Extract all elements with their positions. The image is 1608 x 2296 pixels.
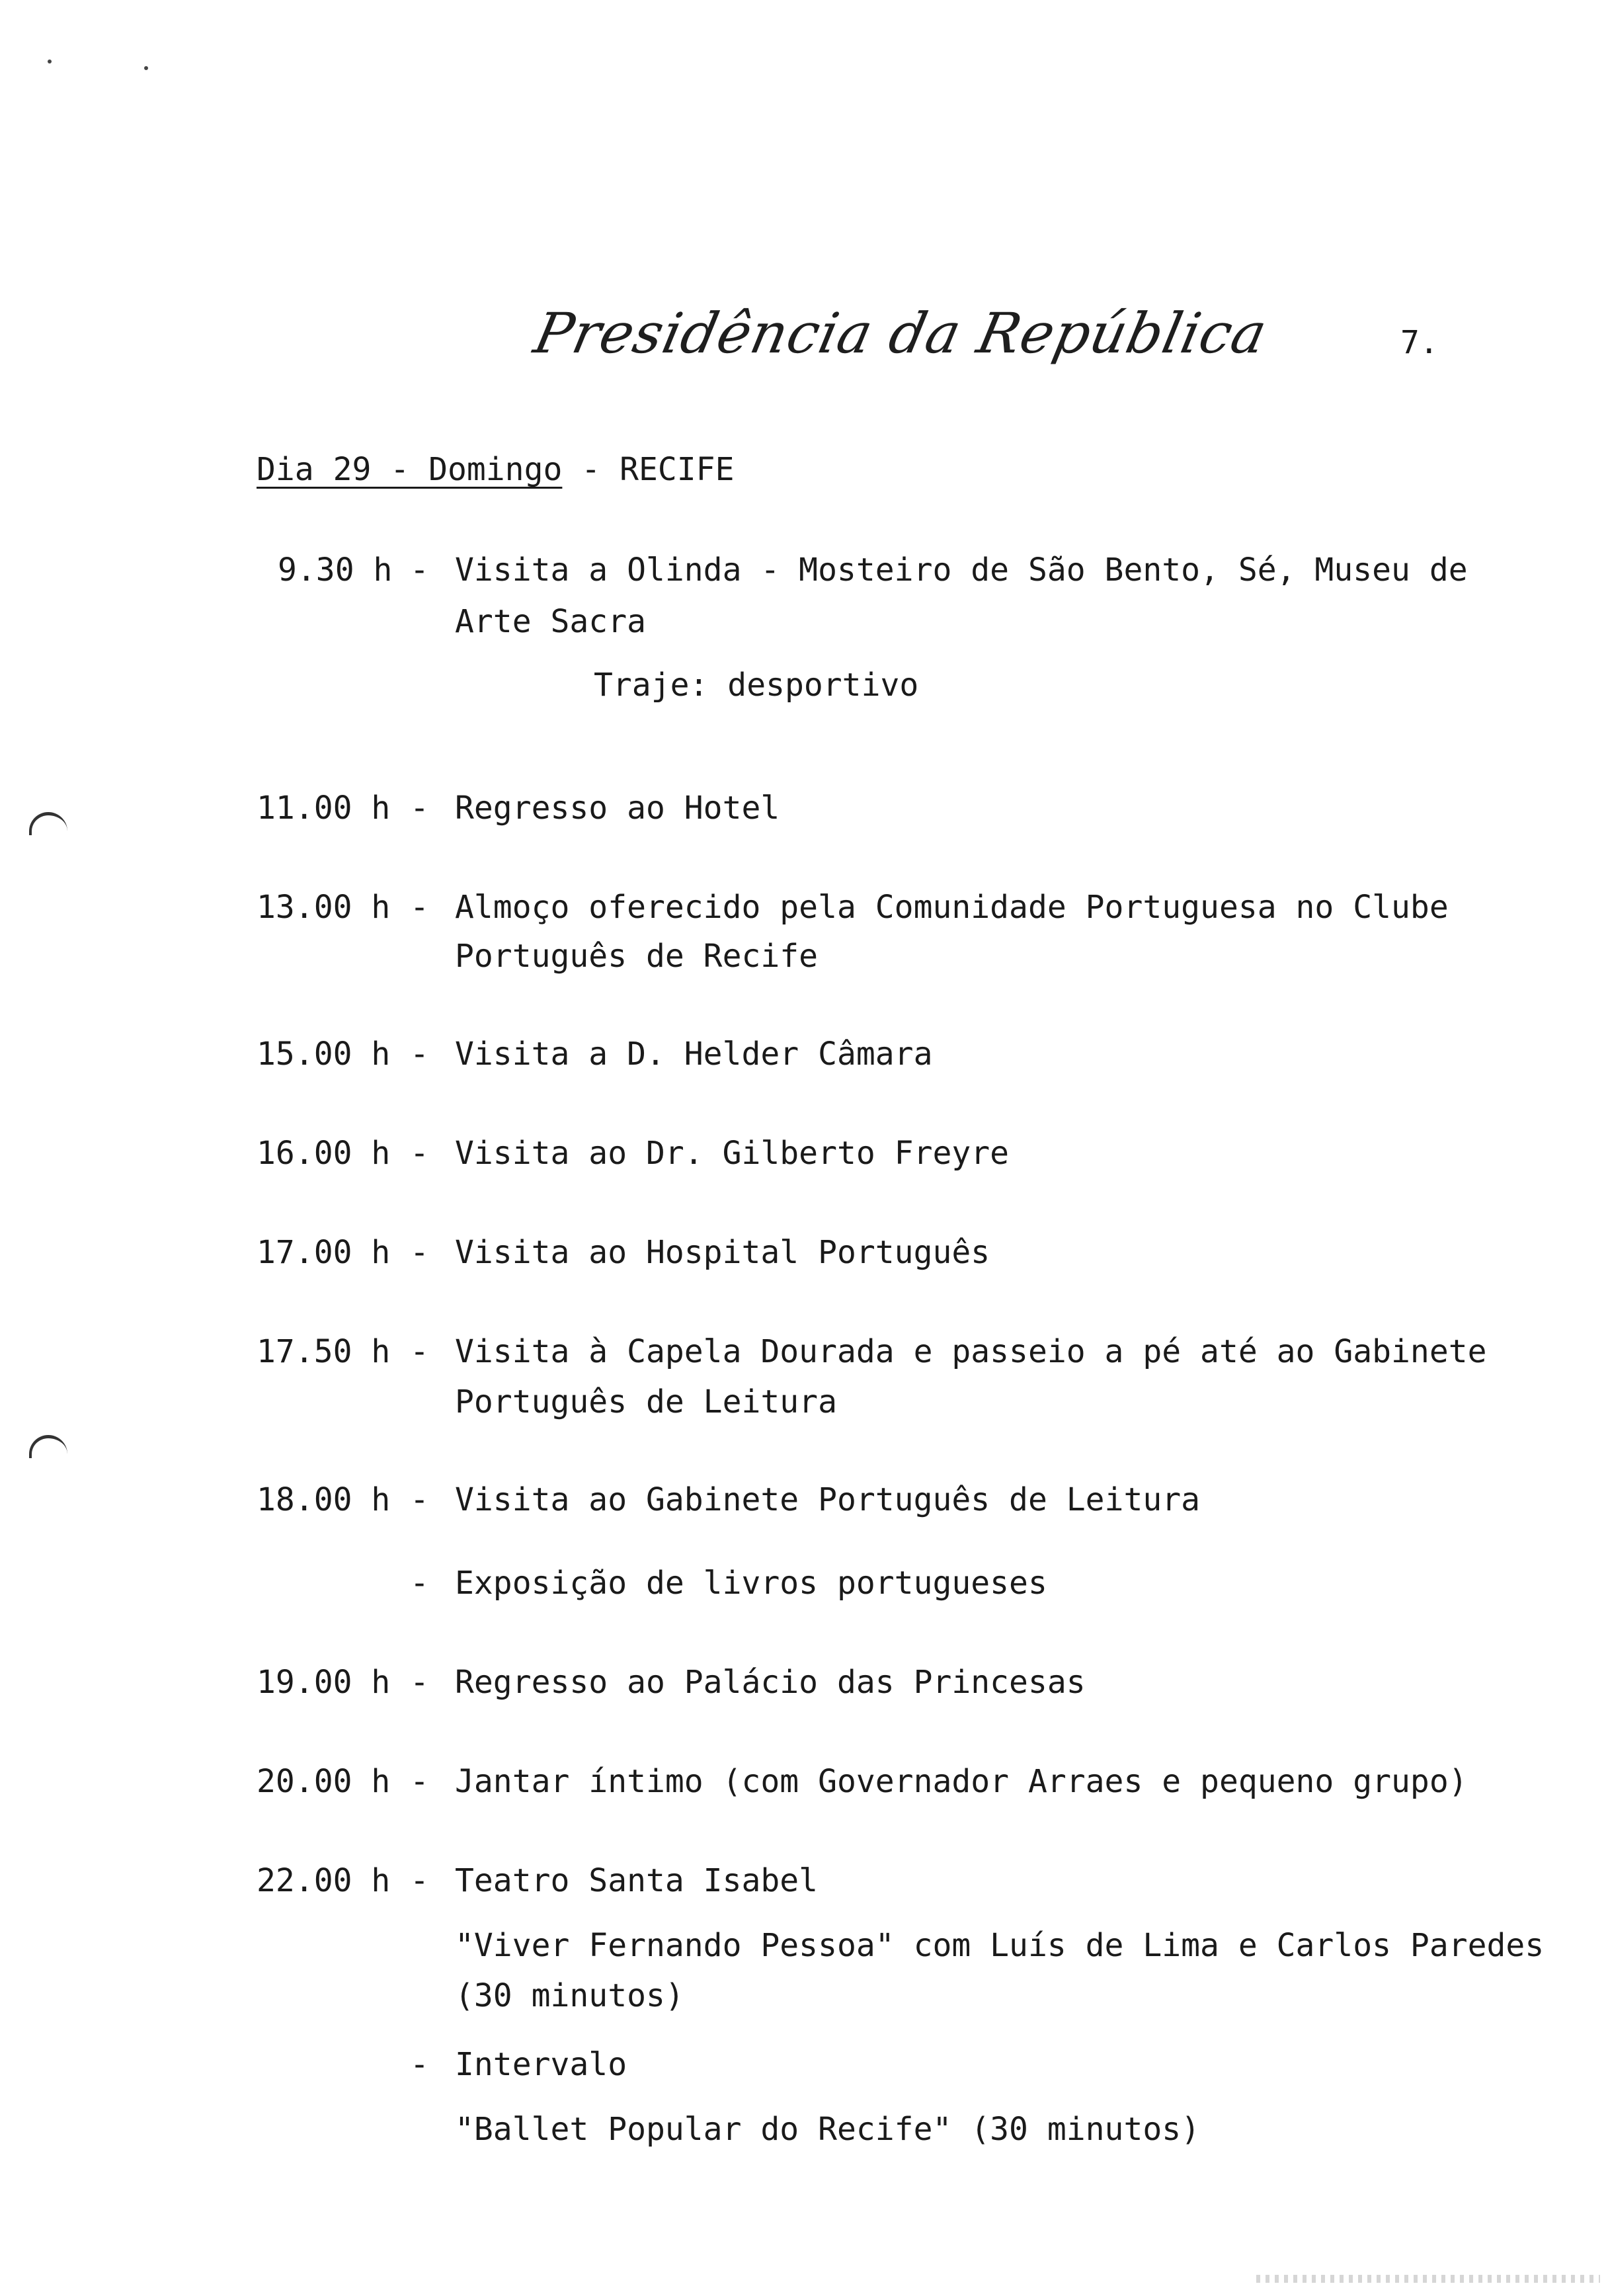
- dash: -: [410, 1135, 429, 1172]
- schedule-subitem-text: Exposição de livros portugueses: [455, 1565, 1047, 1602]
- dash: -: [410, 1036, 429, 1073]
- day-heading-date: Dia 29 - Domingo: [257, 451, 563, 488]
- dash: -: [410, 1481, 429, 1518]
- schedule-time: 20.00 h: [257, 1763, 391, 1800]
- dash: -: [410, 1333, 429, 1370]
- letterhead: Presidência da República: [528, 301, 1273, 366]
- page-number: 7.: [1400, 324, 1439, 361]
- day-heading-city: - RECIFE: [562, 451, 735, 488]
- schedule-text-continued: Português de Leitura: [455, 1383, 837, 1420]
- schedule-text: Regresso ao Hotel: [455, 790, 780, 827]
- schedule-time: 9.30 h: [278, 552, 393, 589]
- dash: -: [410, 1763, 429, 1800]
- schedule-time: 16.00 h: [257, 1135, 391, 1172]
- schedule-text-continued: Arte Sacra: [455, 603, 646, 640]
- performance-duration: (30 minutos): [455, 1977, 684, 2014]
- schedule-text: Visita ao Dr. Gilberto Freyre: [455, 1135, 1010, 1172]
- schedule-time: 15.00 h: [257, 1036, 391, 1073]
- schedule-text: Jantar íntimo (com Governador Arraes e pequeno grupo): [455, 1763, 1468, 1800]
- dash: -: [410, 790, 429, 827]
- schedule-text: Visita a Olinda - Mosteiro de São Bento, Sé, Museu de: [455, 552, 1468, 589]
- schedule-time: 18.00 h: [257, 1481, 391, 1518]
- dash: -: [410, 1234, 429, 1271]
- schedule-time: 11.00 h: [257, 790, 391, 827]
- schedule-time: 13.00 h: [257, 889, 391, 926]
- binding-mark: [29, 812, 67, 835]
- scan-speck: [48, 60, 52, 63]
- scan-smudge: [1256, 2275, 1600, 2283]
- schedule-time: 22.00 h: [257, 1862, 391, 1899]
- performance-title: "Ballet Popular do Recife" (30 minutos): [455, 2111, 1201, 2148]
- schedule-time: 17.50 h: [257, 1333, 391, 1370]
- dash: -: [410, 1664, 429, 1701]
- schedule-text: Visita ao Hospital Português: [455, 1234, 990, 1271]
- dash: -: [410, 1565, 429, 1602]
- schedule-time: 17.00 h: [257, 1234, 391, 1271]
- dash: -: [410, 889, 429, 926]
- schedule-subitem-text: Intervalo: [455, 2046, 627, 2083]
- dress-code-note: Traje: desportivo: [594, 667, 919, 704]
- dash: -: [410, 2046, 429, 2083]
- dash: -: [410, 552, 429, 589]
- schedule-text: Regresso ao Palácio das Princesas: [455, 1664, 1086, 1701]
- schedule-text: Visita à Capela Dourada e passeio a pé até ao Gabinete: [455, 1333, 1487, 1370]
- schedule-text: Teatro Santa Isabel: [455, 1862, 819, 1899]
- schedule-text-continued: Português de Recife: [455, 938, 819, 975]
- schedule-time: 19.00 h: [257, 1664, 391, 1701]
- schedule-text: Visita a D. Helder Câmara: [455, 1036, 933, 1073]
- schedule-text: Visita ao Gabinete Português de Leitura: [455, 1481, 1201, 1518]
- binding-mark: [29, 1435, 67, 1458]
- dash: -: [410, 1862, 429, 1899]
- schedule-text: Almoço oferecido pela Comunidade Portuguesa no Clube: [455, 889, 1449, 926]
- day-heading: [257, 451, 734, 488]
- scan-speck: [144, 66, 148, 70]
- performance-title: "Viver Fernando Pessoa" com Luís de Lima e Carlos Paredes: [455, 1927, 1545, 1964]
